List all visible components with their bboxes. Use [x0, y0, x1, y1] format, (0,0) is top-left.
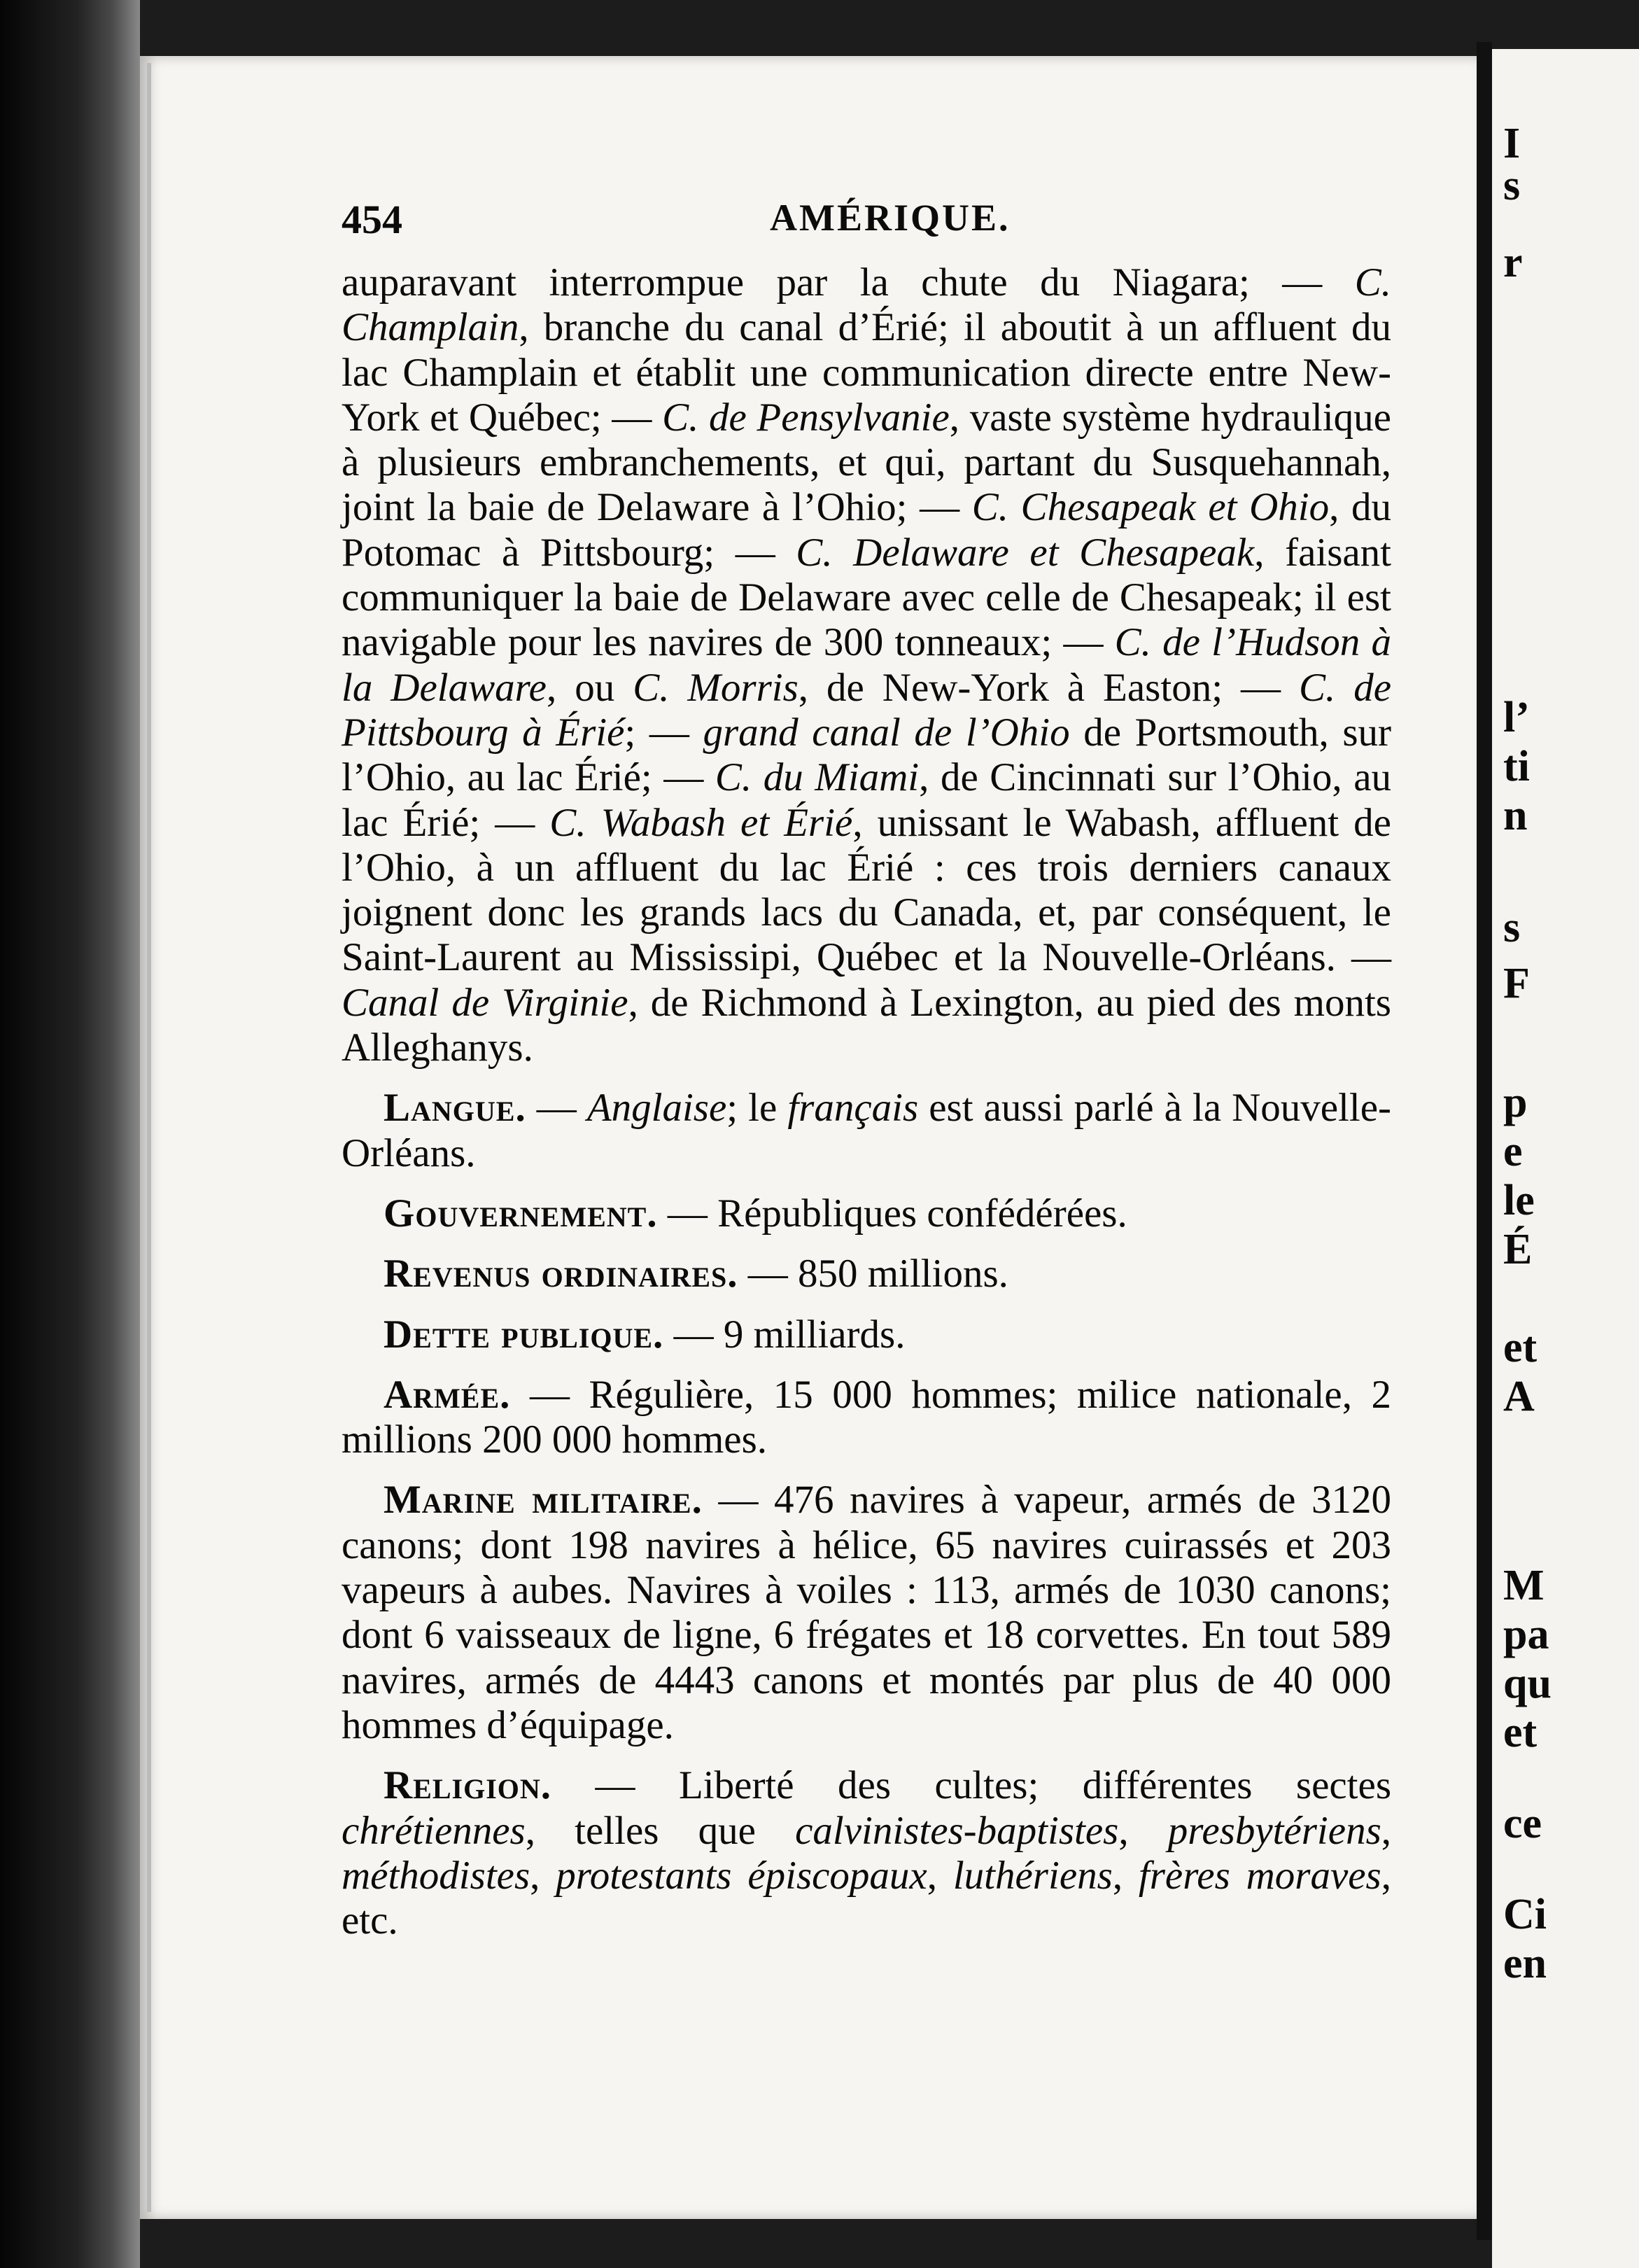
text-run: ; le: [726, 1086, 788, 1130]
italic-text-run: C. Champlain: [342, 260, 1391, 350]
canals-paragraph: [342, 260, 1391, 1070]
italic-text-run: C. Chesapeak et Ohio: [971, 485, 1330, 530]
text-run: est aussi parlé à la Nouvelle-Orléans.: [342, 1086, 1391, 1175]
text-run: , etc.: [342, 1853, 1391, 1943]
adjacent-page-fragment: A: [1503, 1373, 1535, 1420]
adjacent-page-fragment: M: [1503, 1562, 1545, 1609]
text-run: — Liberté des cultes; différentes sectes: [551, 1763, 1391, 1808]
italic-text-run: français: [787, 1086, 919, 1130]
page-body: [342, 260, 1391, 1943]
text-run: , ou: [547, 665, 633, 710]
page-number: 454: [342, 197, 402, 242]
adjacent-page-edge: [1492, 49, 1639, 2268]
adjacent-page-fragment: et: [1503, 1324, 1538, 1371]
adjacent-page-fragment: qu: [1503, 1660, 1552, 1707]
adjacent-page-fragment: le: [1503, 1177, 1535, 1224]
italic-text-run: C. Wabash et Érié: [549, 800, 853, 845]
adjacent-page-fragment: s: [1503, 162, 1521, 209]
sections-list: [342, 1086, 1391, 1943]
adjacent-page-fragment: É: [1503, 1226, 1533, 1273]
section-label: Armée.: [384, 1372, 511, 1417]
text-run: , vaste système hydraulique à plusieurs embranchements, et qui, partant du Susquehannah, joint la baie de Delaware à l’Ohio; —: [342, 395, 1391, 530]
text-run: de Portsmouth, sur l’Ohio, au lac Érié; —: [342, 710, 1392, 800]
italic-text-run: Anglaise: [586, 1086, 727, 1130]
adjacent-page-fragment: pa: [1503, 1611, 1549, 1658]
section-paragraph: [342, 1763, 1391, 1943]
text-run: — 9 milliards.: [663, 1312, 906, 1357]
italic-text-run: C. Delaware et Chesapeak: [796, 530, 1255, 575]
running-title: AMÉRIQUE.: [770, 197, 1011, 239]
book-spine-shadow: [0, 0, 140, 2268]
text-run: ,: [1118, 1808, 1168, 1853]
italic-text-run: grand canal de l’Ohio: [703, 710, 1070, 755]
italic-text-run: Canal de Virginie: [342, 980, 628, 1025]
text-run: auparavant interrompue par la chute du Niagara; —: [342, 260, 1355, 304]
text-run: ,: [530, 1853, 556, 1898]
italic-text-run: calvinistes-baptistes: [795, 1808, 1119, 1853]
text-run: , faisant communiquer la baie de Delaware avec celle de Chesapeak; il est navigable pour les navires de 300 tonneaux; —: [342, 530, 1392, 665]
section-label: Dette publique.: [384, 1312, 664, 1357]
section-paragraph: [342, 1373, 1391, 1463]
text-run: , branche du canal d’Érié; il aboutit à un affluent du lac Champlain et établit une communication directe entre New-York et Québec; —: [342, 305, 1391, 440]
text-run: ,: [927, 1853, 953, 1898]
text-run: — 850 millions.: [738, 1252, 1008, 1296]
text-run: — 476 navires à vapeur, armés de 3120 canons; dont 198 navires à hélice, 65 navires cuirassés et 203 vapeurs à aubes. Navires à voiles : 113, armés de 1030 canons; dont 6 vaisseaux de ligne, 6 frégates et 18 corvettes. En tout 589 navires, armés de 4443 canons et montés par plus de 40 000 hommes d’équipage.: [342, 1478, 1391, 1747]
italic-text-run: presbytériens: [1167, 1808, 1381, 1853]
adjacent-page-fragment: ti: [1503, 743, 1530, 790]
book-gutter: [1477, 42, 1492, 2240]
italic-text-run: C. du Miami: [715, 755, 920, 800]
section-label: Langue.: [384, 1086, 526, 1130]
italic-text-run: C. de Pensylvanie: [662, 395, 950, 440]
italic-text-run: frères moraves: [1138, 1853, 1381, 1898]
text-run: , de Richmond à Lexington, au pied des monts Alleghanys.: [342, 980, 1391, 1070]
text-run: ,: [1112, 1853, 1139, 1898]
adjacent-page-fragment: F: [1503, 960, 1530, 1007]
adjacent-page-fragment: I: [1503, 120, 1521, 167]
section-paragraph: [342, 1191, 1391, 1236]
italic-text-run: protestants épiscopaux: [556, 1853, 927, 1898]
italic-text-run: chrétiennes: [342, 1808, 526, 1853]
text-run: — Régulière, 15 000 hommes; milice nationale, 2 millions 200 000 hommes.: [342, 1372, 1391, 1462]
italic-text-run: luthériens: [952, 1853, 1113, 1898]
italic-text-run: méthodistes: [342, 1853, 530, 1898]
text-run: ,: [1381, 1808, 1391, 1853]
section-paragraph: [342, 1252, 1391, 1296]
adjacent-page-fragment: et: [1503, 1709, 1538, 1756]
section-label: Religion.: [384, 1763, 552, 1808]
page-header: [342, 196, 1391, 252]
text-run: ; —: [624, 710, 703, 755]
section-paragraph: [342, 1086, 1391, 1176]
page-edge-line: [147, 63, 151, 2212]
section-label: Gouvernement.: [384, 1191, 658, 1236]
text-run: , de New-York à Easton; —: [798, 665, 1299, 710]
text-run: , de Cincinnati sur l’Ohio, au lac Érié; —: [342, 755, 1391, 845]
italic-text-run: C. de Pittsbourg à Érié: [342, 665, 1392, 755]
adjacent-page-fragment: s: [1503, 904, 1521, 951]
adjacent-page-fragment: en: [1503, 1940, 1547, 1987]
italic-text-run: C. Morris: [633, 665, 799, 710]
adjacent-page-fragment: ce: [1503, 1800, 1542, 1847]
adjacent-page-fragment: n: [1503, 792, 1528, 839]
adjacent-page-fragment: p: [1503, 1079, 1528, 1126]
section-label: Revenus ordinaires.: [384, 1252, 738, 1296]
italic-text-run: C. de l’Hudson à la Delaware: [342, 620, 1391, 710]
adjacent-page-fragment: e: [1503, 1128, 1523, 1175]
text-run: — Républiques confédérées.: [657, 1191, 1127, 1236]
text-run: —: [526, 1086, 587, 1130]
text-run: , telles que: [525, 1808, 796, 1853]
section-paragraph: [342, 1478, 1391, 1748]
text-run: , unissant le Wabash, affluent de l’Ohio, à un affluent du lac Érié : ces trois derniers canaux joignent donc les grands lacs du Canada, et, par conséquent, le Saint-Laurent au Mississipi, Québec et la Nouvelle-Orléans. —: [342, 800, 1391, 980]
section-label: Marine militaire.: [384, 1478, 703, 1522]
text-run: , du Potomac à Pittsbourg; —: [342, 485, 1391, 575]
adjacent-page-fragment: l’: [1503, 694, 1530, 741]
adjacent-page-fragment: Ci: [1503, 1891, 1547, 1938]
adjacent-page-fragment: r: [1503, 239, 1523, 286]
section-paragraph: [342, 1312, 1391, 1357]
